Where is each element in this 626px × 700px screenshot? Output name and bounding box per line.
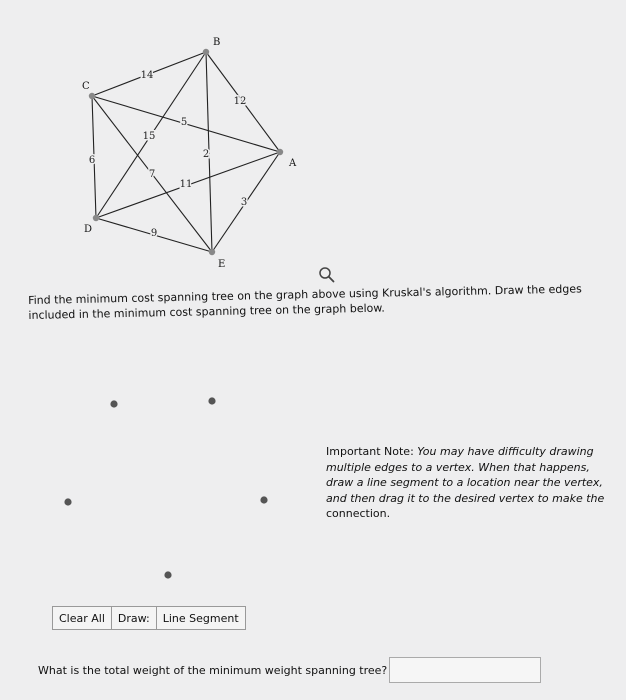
answer-input[interactable]	[389, 657, 541, 683]
graph-figure	[0, 0, 626, 290]
edge-weight-C-B: 14	[140, 70, 154, 81]
note-tail: connection.	[326, 507, 391, 520]
vertex-C	[89, 93, 95, 99]
draw-vertex-C[interactable]	[110, 400, 117, 407]
note-body: You may have difficulty drawing multiple edges to a vertex. When that happens, draw a line segment to a location near the vertex, and then drag it to the desired vertex to make the	[326, 445, 605, 505]
important-note	[326, 444, 618, 522]
draw-vertex-E[interactable]	[164, 571, 171, 578]
search-icon[interactable]	[318, 266, 336, 284]
edge-weight-C-D: 6	[88, 155, 96, 166]
vertex-B	[203, 49, 209, 55]
edge-weight-B-E: 2	[202, 149, 210, 160]
line-segment-button[interactable]: Line Segment	[156, 606, 246, 630]
edge-weight-D-A: 11	[179, 179, 193, 190]
edge-weight-B-A: 12	[233, 96, 247, 107]
vertex-D	[93, 215, 99, 221]
vertex-label-B: B	[213, 37, 221, 48]
edge-weight-A-E: 3	[240, 197, 248, 208]
vertex-label-E: E	[218, 259, 226, 270]
note-lead: Important Note:	[326, 445, 418, 458]
draw-label: Draw:	[112, 606, 156, 630]
edge-weight-C-A: 5	[180, 117, 188, 128]
edge-weight-B-D: 7	[148, 169, 156, 180]
edge-weight-D-E: 9	[150, 228, 158, 239]
draw-vertex-A[interactable]	[260, 496, 267, 503]
vertex-label-C: C	[82, 81, 90, 92]
vertex-label-A: A	[289, 158, 297, 169]
draw-vertex-D[interactable]	[64, 498, 71, 505]
instructions-text: Find the minimum cost spanning tree on the graph above using Kruskal's algorithm. Draw the edges included in the minimum cost spanning tree on the graph below.	[28, 282, 582, 322]
draw-vertex-B[interactable]	[208, 397, 215, 404]
clear-all-button[interactable]: Clear All	[52, 606, 112, 630]
vertex-E	[209, 249, 215, 255]
question-text: What is the total weight of the minimum weight spanning tree?	[38, 664, 388, 677]
vertex-label-D: D	[84, 224, 93, 235]
draw-toolbar	[52, 606, 246, 630]
edge-weight-C-E: 15	[142, 131, 156, 142]
vertex-A	[277, 149, 283, 155]
